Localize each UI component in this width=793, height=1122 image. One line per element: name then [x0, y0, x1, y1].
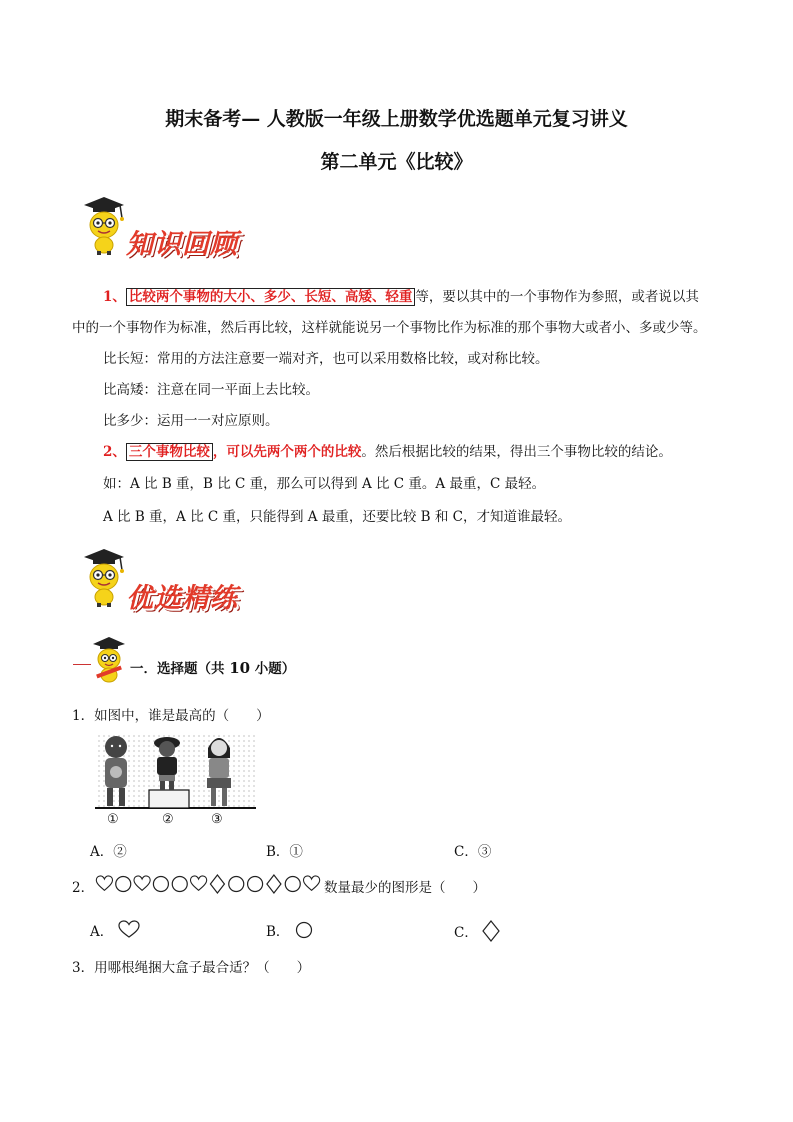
option-letter: B． [266, 844, 290, 860]
paragraph-point-2 [103, 442, 672, 462]
option-letter: C． [454, 844, 478, 860]
paragraph-example-1: 如：A 比 B 重，B 比 C 重，那么可以得到 A 比 C 重。A 最重，C 最轻。 [103, 476, 546, 492]
paragraph-text: 等，要以其中的一个事物作为参照，或者说以其 [415, 289, 699, 305]
question-1-option-b[interactable] [266, 840, 303, 860]
paragraph-compare-count: 比多少：运用一一对应原则。 [103, 413, 279, 429]
question-3-stem: 3．用哪根绳捆大盒子最合适？（ ） [72, 960, 311, 976]
figure-label-3: ③ [211, 812, 223, 827]
heart-icon [134, 876, 150, 890]
mascot-icon [80, 548, 128, 608]
boxed-keypoint: 比较两个事物的大小、多少、长短、高矮、轻重 [126, 288, 416, 306]
option-letter: A． [90, 924, 114, 940]
question-1-option-c[interactable] [454, 840, 491, 860]
paragraph-point-1 [103, 287, 699, 307]
paragraph-line: 中的一个事物作为标准，然后再比较，这样就能说另一个事物比作为标准的那个事物大或者小、多或少等。 [72, 320, 707, 336]
section-banner-selected-practice: 优选精练 [126, 583, 238, 614]
question-2-shape-sequence [95, 873, 321, 895]
section-banner-knowledge-review: 知识回顾 [126, 229, 238, 260]
paragraph-compare-length: 比长短：常用的方法注意要一端对齐，也可以采用数格比较，或对称比较。 [103, 351, 549, 367]
page-title: 期末备考— 人教版一年级上册数学优选题单元复习讲义 [165, 108, 628, 130]
choice-section-heading [130, 657, 295, 677]
question-count: 10 [229, 659, 251, 677]
question-2-option-a[interactable] [90, 920, 140, 940]
heart-icon [303, 876, 319, 890]
question-1-stem: 1．如图中，谁是最高的（ ） [72, 708, 270, 724]
mascot-small-icon [90, 636, 128, 684]
paragraph-compare-height: 比高矮：注意在同一平面上去比较。 [103, 382, 319, 398]
question-1-option-a[interactable] [90, 840, 127, 860]
mascot-icon [80, 196, 128, 256]
circle-icon [153, 877, 168, 892]
diamond-icon [482, 920, 500, 942]
question-2-option-c[interactable] [454, 920, 500, 942]
question-2-option-b[interactable] [266, 920, 314, 940]
point-number: 1、 [103, 289, 126, 305]
circle-icon [116, 877, 131, 892]
point-number: 2、 [103, 444, 126, 460]
heading-prefix: 一．选择题（共 [130, 661, 230, 677]
page-subtitle: 第二单元《比较》 [320, 151, 473, 173]
heading-rule [73, 664, 91, 665]
figure-label-2: ② [162, 812, 174, 827]
circle-icon [248, 877, 263, 892]
question-2-stem: 数量最少的图形是（ ） [324, 880, 486, 896]
paragraph-text: 。然后根据比较的结果，得出三个事物比较的结论。 [361, 444, 672, 460]
option-text: ③ [477, 844, 492, 860]
paragraph-example-2: A 比 B 重，A 比 C 重，只能得到 A 最重，还要比较 B 和 C，才知道谁最轻。 [103, 509, 571, 525]
diamond-icon [210, 875, 224, 893]
question-2-number: 2． [72, 880, 95, 896]
highlight-text: ，可以先两个两个的比较 [212, 444, 362, 460]
option-text: ① [289, 844, 303, 860]
heading-suffix: 小题） [250, 661, 296, 677]
option-text: ② [113, 844, 127, 860]
heart-icon [190, 876, 206, 890]
option-letter: C． [454, 925, 478, 941]
heart-icon [96, 876, 112, 890]
figure-label-1: ① [107, 812, 119, 827]
question-1-figure [93, 730, 258, 830]
diamond-icon [267, 875, 281, 893]
circle-icon [285, 877, 300, 892]
boxed-keypoint: 三个事物比较 [126, 443, 213, 461]
circle-icon [294, 920, 314, 940]
circle-icon [172, 877, 187, 892]
circle-icon [229, 877, 244, 892]
option-letter: A． [90, 844, 114, 860]
option-letter: B． [266, 924, 290, 940]
heart-icon [118, 920, 140, 940]
